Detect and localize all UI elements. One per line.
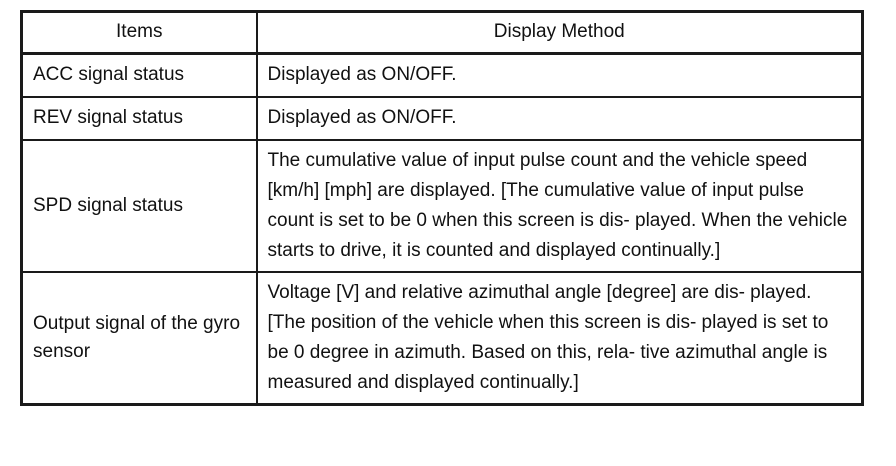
table-row-acc [22,54,863,97]
header-display-method: Display Method [257,12,863,54]
table-row-gyro [22,272,863,405]
row-item-spd: SPD signal status [22,140,257,272]
signal-display-table [20,10,864,406]
table-row-spd [22,140,863,272]
row-method-gyro: Voltage [V] and relative azimuthal angle [degree] are dis- played. [The position of the vehicle when this screen is dis- played is set to be 0 degree in azimuth. Based on this, rela- tive azimuthal angle is measured and displayed continually.] [257,272,863,405]
table-row-rev [22,97,863,140]
row-method-acc: Displayed as ON/OFF. [257,54,863,97]
row-method-spd: The cumulative value of input pulse count and the vehicle speed [km/h] [mph] are displayed. [The cumulative value of input pulse count is set to be 0 when this screen is dis- played. When the vehicle starts to drive, it is counted and displayed continually.] [257,140,863,272]
row-item-acc: ACC signal status [22,54,257,97]
row-item-gyro: Output signal of the gyro sensor [22,272,257,405]
table-header-row [22,12,863,54]
header-items: Items [22,12,257,54]
row-item-rev: REV signal status [22,97,257,140]
row-method-rev: Displayed as ON/OFF. [257,97,863,140]
